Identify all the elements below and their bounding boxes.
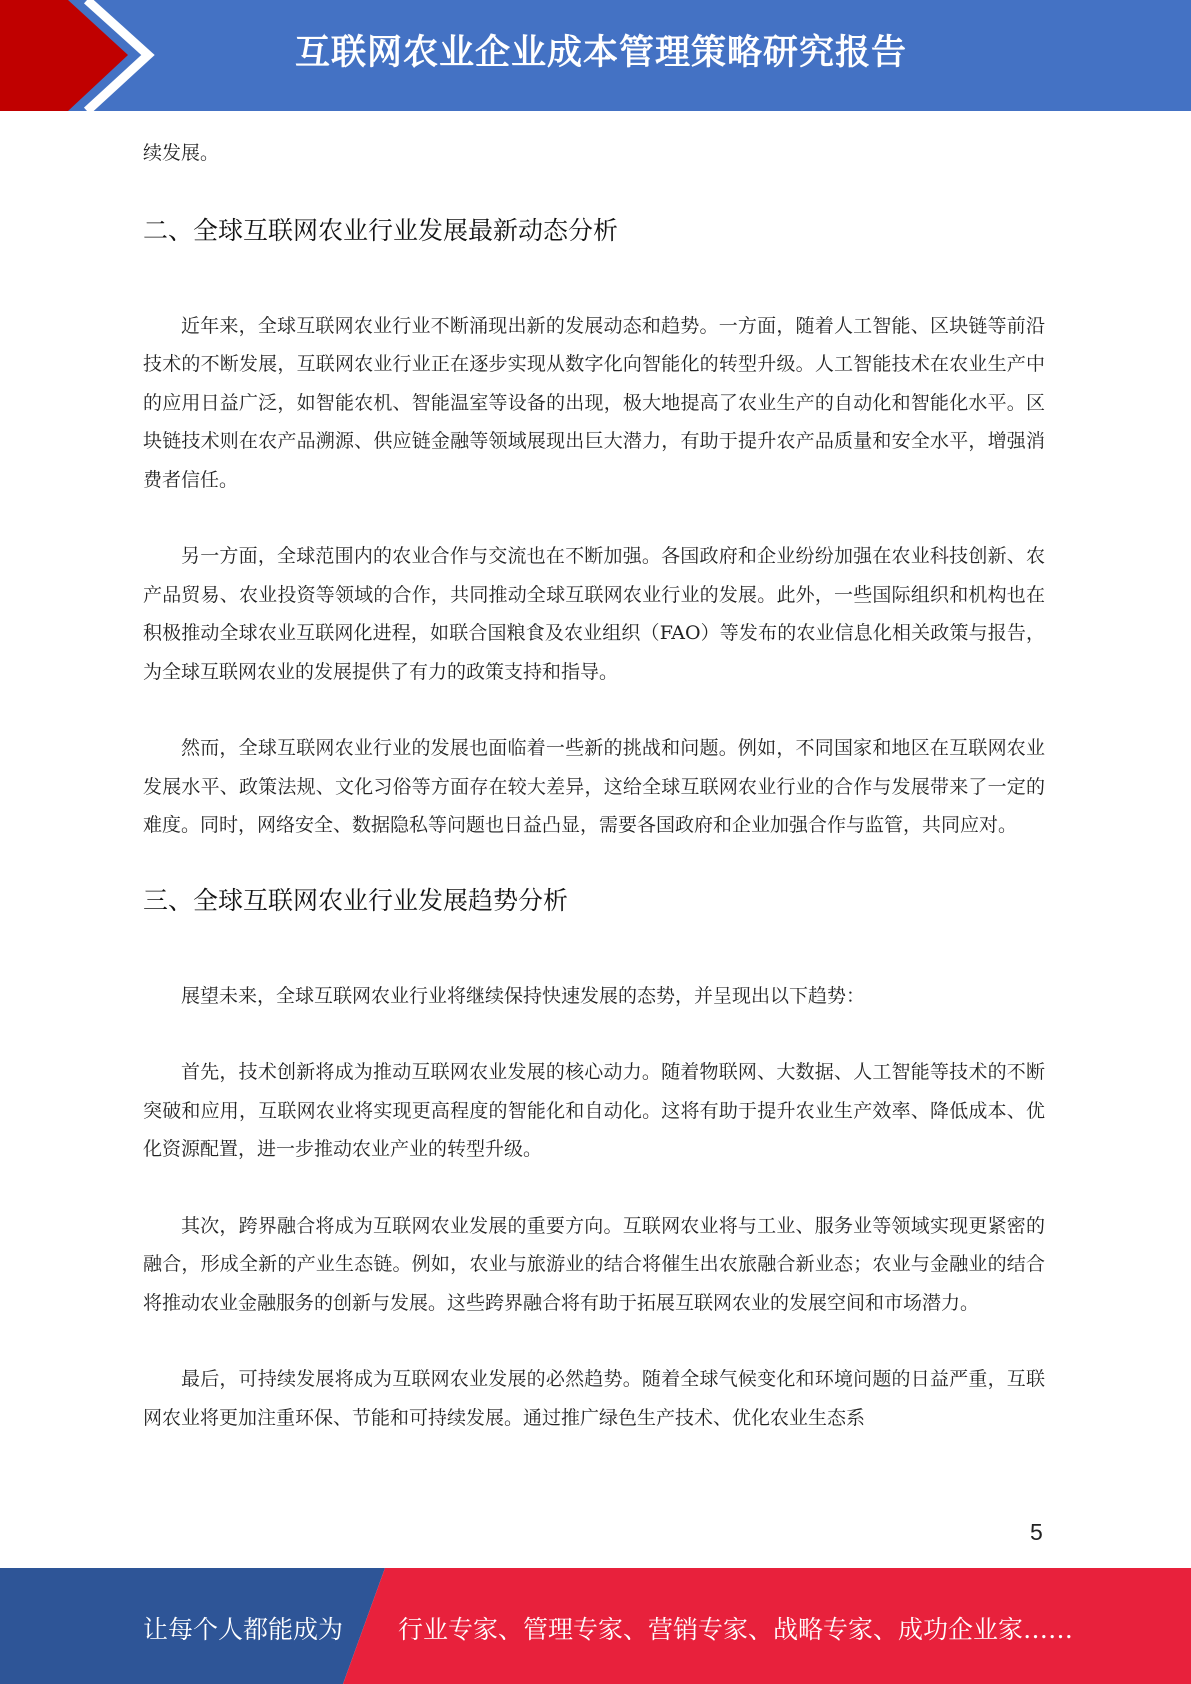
section-2-heading: 二、全球互联网农业行业发展最新动态分析 bbox=[143, 215, 619, 245]
continuation-text: 续发展。 bbox=[143, 142, 220, 164]
section-3-paragraph-2: 首先，技术创新将成为推动互联网农业发展的核心动力。随着物联网、大数据、人工智能等技术的不断突破和应用，互联网农业将实现更高程度的智能化和自动化。这将有助于提升农业生产效率、降低成本、优化资源配置，进一步推动农业产业的转型升级。 bbox=[143, 1061, 1045, 1160]
section-3-paragraph-3: 其次，跨界融合将成为互联网农业发展的重要方向。互联网农业将与工业、服务业等领域实现更紧密的融合，形成全新的产业生态链。例如，农业与旅游业的结合将催生出农旅融合新业态；农业与金融业的结合将推动农业金融服务的创新与发展。这些跨界融合将有助于拓展互联网农业的发展空间和市场潜力。 bbox=[143, 1214, 1045, 1314]
section-2-paragraph-2: 另一方面，全球范围内的农业合作与交流也在不断加强。各国政府和企业纷纷加强在农业科技创新、农产品贸易、农业投资等领域的合作，共同推动全球互联网农业行业的发展。此外，一些国际组织和机构也在积极推动全球农业互联网化进程，如联合国粮食及农业组织（FAO）等发布的农业信息化相关政策与报告，为全球互联网农业的发展提供了有力的政策支持和指导。 bbox=[143, 545, 1045, 683]
document-body bbox=[143, 134, 1045, 1437]
section-2-paragraph-3: 然而，全球互联网农业行业的发展也面临着一些新的挑战和问题。例如，不同国家和地区在互联网农业发展水平、政策法规、文化习俗等方面存在较大差异，这给全球互联网农业行业的合作与发展带来了一定的难度。同时，网络安全、数据隐私等问题也日益凸显，需要各国政府和企业加强合作与监管，共同应对。 bbox=[143, 737, 1045, 836]
section-3-paragraph-1: 展望未来，全球互联网农业行业将继续保持快速发展的态势，并呈现出以下趋势： bbox=[181, 984, 866, 1007]
page-header bbox=[0, 0, 1191, 111]
section-3-heading: 三、全球互联网农业行业发展趋势分析 bbox=[143, 885, 569, 915]
page-number: 5 bbox=[1030, 1519, 1043, 1545]
report-title: 互联网农业企业成本管理策略研究报告 bbox=[295, 33, 908, 73]
section-3-paragraph-4: 最后，可持续发展将成为互联网农业发展的必然趋势。随着全球气候变化和环境问题的日益严重，互联网农业将更加注重环保、节能和可持续发展。通过推广绿色生产技术、优化农业生态系 bbox=[143, 1368, 1045, 1429]
footer-slogan-right: 行业专家、管理专家、营销专家、战略专家、成功企业家…… bbox=[398, 1615, 1074, 1644]
page-footer bbox=[0, 1568, 1191, 1684]
footer-slogan-left: 让每个人都能成为 bbox=[143, 1615, 344, 1644]
header-corner-decoration bbox=[0, 0, 160, 111]
section-2-paragraph-1: 近年来，全球互联网农业行业不断涌现出新的发展动态和趋势。一方面，随着人工智能、区块链等前沿技术的不断发展，互联网农业行业正在逐步实现从数字化向智能化的转型升级。人工智能技术在农业生产中的应用日益广泛，如智能农机、智能温室等设备的出现，极大地提高了农业生产的自动化和智能化水平。区块链技术则在农产品溯源、供应链金融等领域展现出巨大潜力，有助于提升农产品质量和安全水平，增强消费者信任。 bbox=[143, 314, 1045, 491]
